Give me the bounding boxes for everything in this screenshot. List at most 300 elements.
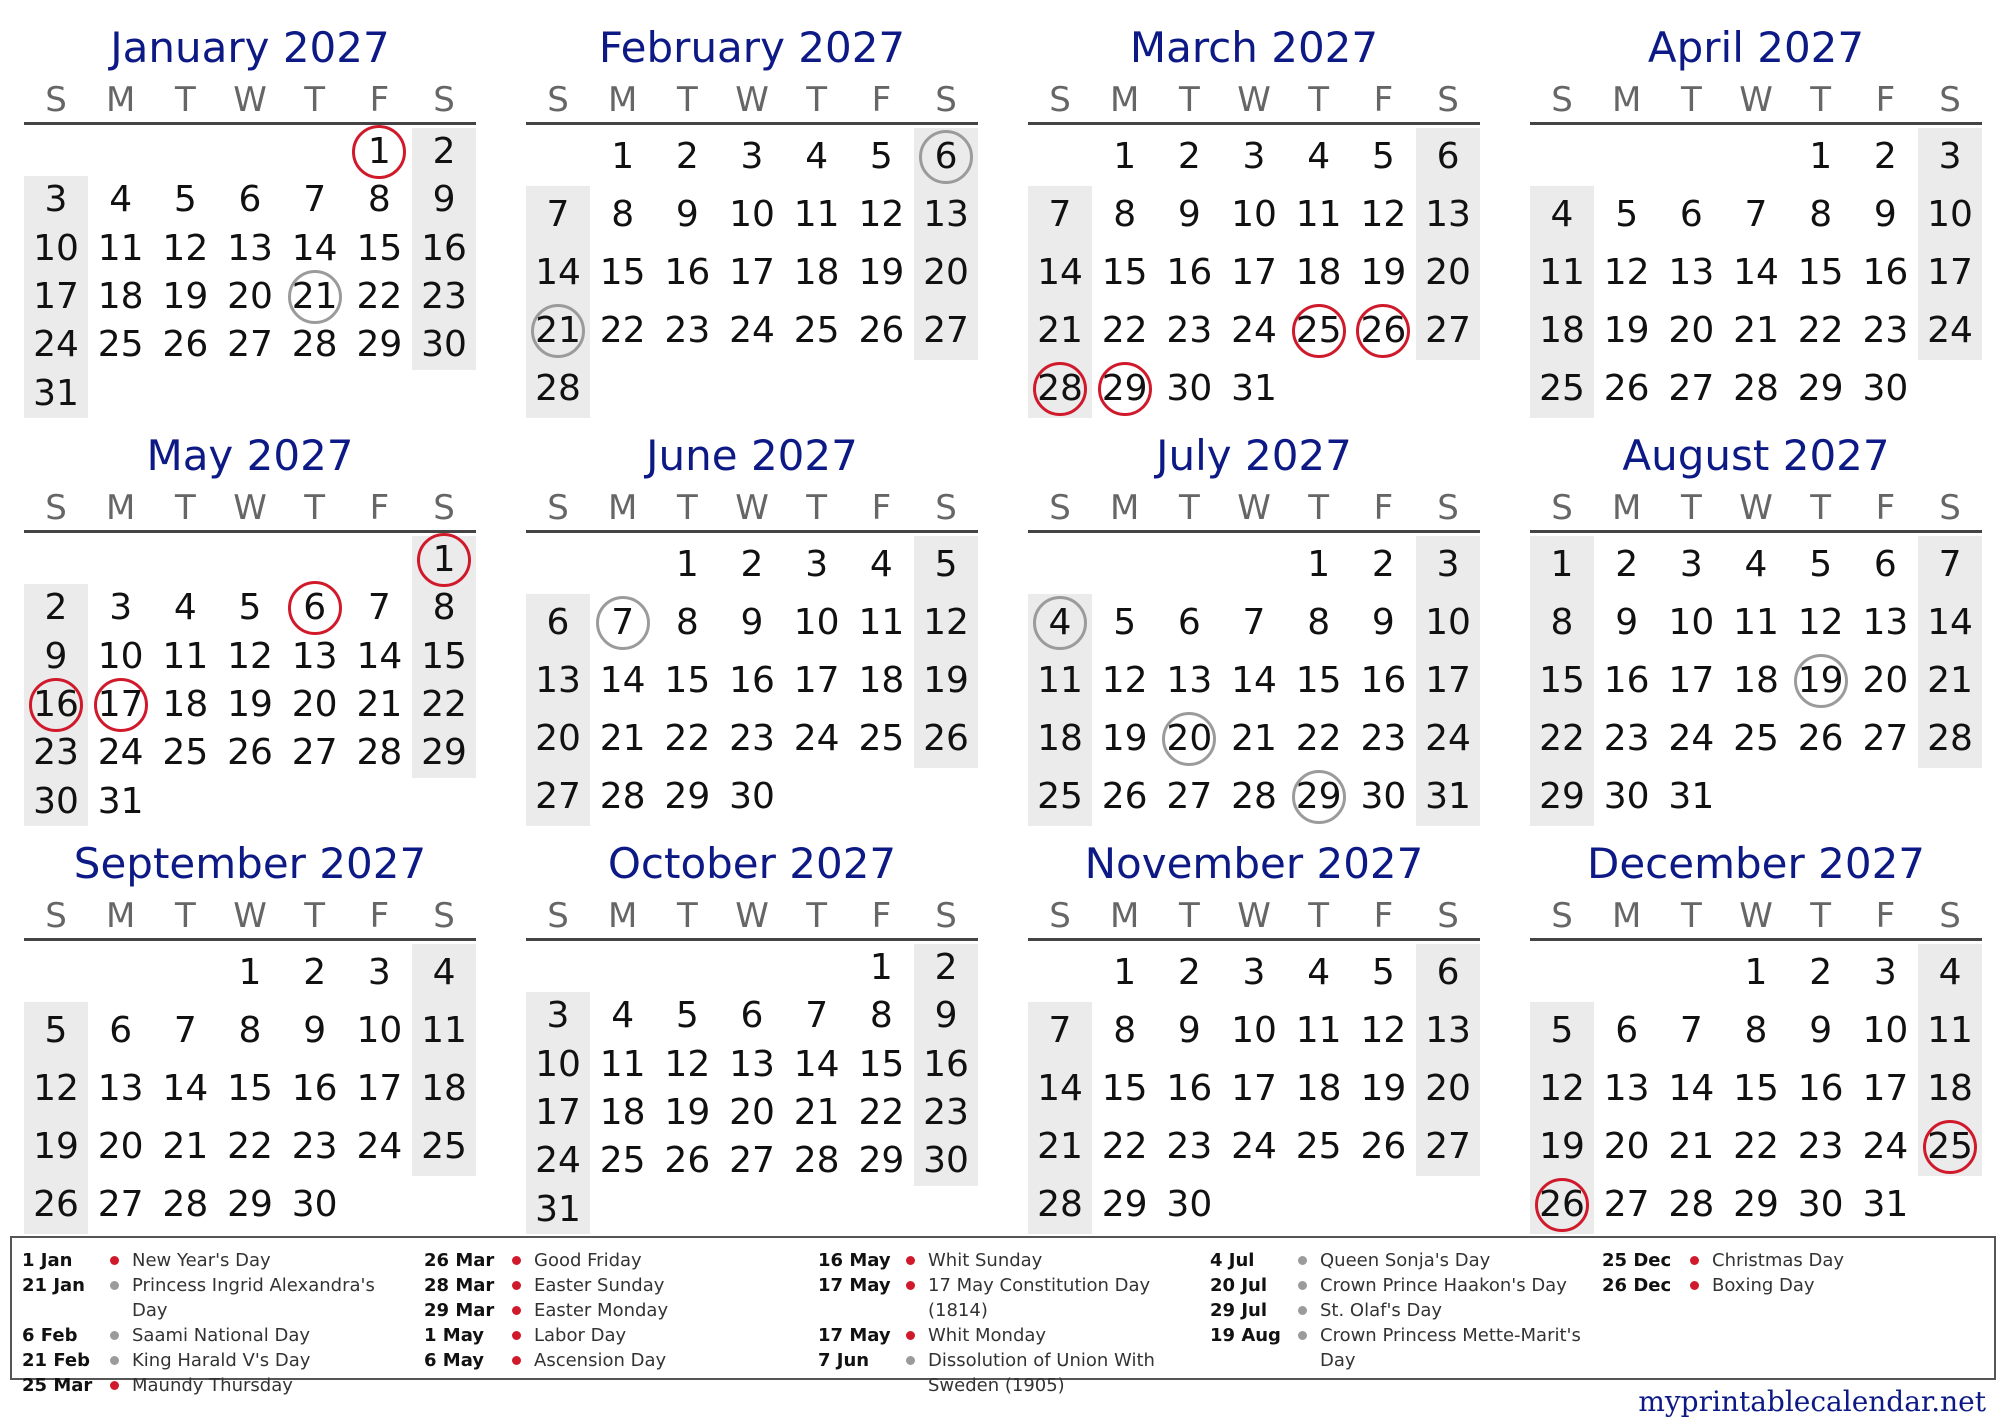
day-grid xyxy=(24,128,476,418)
day-cell: 29 xyxy=(1101,1184,1148,1225)
day-cell: 8 xyxy=(1744,1010,1768,1051)
weekday-header xyxy=(1028,78,1480,122)
day-cell: 18 xyxy=(1927,1068,1973,1109)
legend-date: 25 Mar xyxy=(22,1375,93,1396)
month-block xyxy=(526,426,978,826)
day-cell: 2 xyxy=(1809,952,1833,993)
header-divider xyxy=(1028,122,1480,125)
observance-dot-icon xyxy=(1298,1256,1307,1265)
day-cell: 24 xyxy=(1231,1126,1277,1167)
weekday-label: F xyxy=(1875,896,1896,936)
day-cell: 27 xyxy=(1862,718,1909,759)
day-cell: 25 xyxy=(421,1126,467,1167)
day-cell: 18 xyxy=(162,684,209,725)
day-cell: 19 xyxy=(227,684,273,725)
weekday-label: S xyxy=(1939,80,1961,120)
day-cell: 26 xyxy=(923,718,969,759)
day-cell: 17 xyxy=(1425,660,1471,701)
observance-dot-icon xyxy=(110,1356,119,1365)
day-cell: 24 xyxy=(1425,718,1471,759)
day-cell: 9 xyxy=(44,635,68,677)
legend-item xyxy=(424,1323,814,1348)
day-cell: 23 xyxy=(291,1126,338,1167)
day-cell: 12 xyxy=(858,194,905,235)
day-grid xyxy=(1028,944,1480,1234)
month-title: September 2027 xyxy=(73,839,427,888)
day-cell: 29 xyxy=(421,732,467,774)
day-cell: 16 xyxy=(729,660,775,701)
day-cell: 2 xyxy=(1873,136,1897,177)
day-cell: 4 xyxy=(432,952,456,993)
day-cell: 15 xyxy=(227,1068,273,1109)
legend-item xyxy=(22,1323,412,1348)
holiday-legend xyxy=(10,1236,1996,1396)
day-cell: 12 xyxy=(1603,252,1650,293)
day-cell: 3 xyxy=(367,952,391,993)
day-cell: 7 xyxy=(1048,194,1072,235)
weekday-label: T xyxy=(1308,80,1330,120)
weekday-label: S xyxy=(547,80,569,120)
day-cell: 20 xyxy=(97,1126,144,1167)
day-cell: 22 xyxy=(356,276,403,317)
day-cell: 2 xyxy=(44,587,68,629)
day-cell: 24 xyxy=(33,324,79,366)
day-cell: 2 xyxy=(1177,136,1201,177)
month-title: July 2027 xyxy=(1156,431,1352,480)
day-cell: 30 xyxy=(1797,1184,1844,1225)
day-cell: 29 xyxy=(1797,368,1844,409)
weekday-label: F xyxy=(369,80,390,120)
day-cell: 27 xyxy=(535,776,581,817)
header-divider xyxy=(526,122,978,125)
day-cell: 10 xyxy=(1668,602,1715,643)
weekday-label: T xyxy=(174,896,196,936)
day-cell: 16 xyxy=(664,252,711,293)
day-cell: 28 xyxy=(356,732,403,774)
day-cell: 20 xyxy=(291,684,338,725)
day-cell: 30 xyxy=(1862,368,1909,409)
month-block xyxy=(1530,426,1982,826)
day-cell: 23 xyxy=(1166,1126,1213,1167)
day-cell: 7 xyxy=(173,1010,197,1051)
day-cell: 30 xyxy=(421,324,467,366)
weekday-label: M xyxy=(607,488,638,528)
day-cell: 31 xyxy=(1425,776,1471,817)
legend-date: 19 Aug xyxy=(1210,1325,1281,1346)
weekday-header xyxy=(1028,486,1480,530)
day-cell: 10 xyxy=(793,602,840,643)
day-cell: 14 xyxy=(1037,1068,1083,1109)
day-cell: 10 xyxy=(1862,1010,1909,1051)
day-cell: 23 xyxy=(1797,1126,1844,1167)
day-cell: 3 xyxy=(805,544,829,585)
day-cell: 6 xyxy=(1177,602,1201,643)
holiday-dot-icon xyxy=(1690,1256,1699,1265)
site-watermark[interactable]: myprintablecalendar.net xyxy=(1638,1385,1986,1418)
legend-item xyxy=(1210,1273,1600,1298)
day-cell: 21 xyxy=(1037,1126,1083,1167)
day-cell: 24 xyxy=(535,1140,581,1182)
day-cell: 9 xyxy=(303,1010,327,1051)
weekday-label: S xyxy=(1049,488,1071,528)
day-cell: 2 xyxy=(303,952,327,993)
day-cell: 3 xyxy=(109,587,133,629)
day-cell: 14 xyxy=(599,660,646,701)
day-cell: 6 xyxy=(1615,1010,1639,1051)
weekday-header xyxy=(24,486,476,530)
day-cell: 12 xyxy=(1539,1068,1585,1109)
day-cell: 21 xyxy=(1668,1126,1715,1167)
legend-item xyxy=(22,1248,412,1273)
day-cell: 2 xyxy=(1615,544,1639,585)
legend-item xyxy=(424,1298,814,1323)
day-cell: 8 xyxy=(675,602,699,643)
header-divider xyxy=(24,122,476,125)
day-grid xyxy=(526,536,978,826)
day-cell: 2 xyxy=(675,136,699,177)
day-cell: 15 xyxy=(421,635,467,677)
weekday-label: S xyxy=(1939,488,1961,528)
day-cell: 19 xyxy=(664,1092,711,1133)
day-cell: 12 xyxy=(33,1068,79,1109)
day-cell: 26 xyxy=(1360,1126,1407,1167)
legend-column xyxy=(818,1248,1208,1398)
day-cell: 12 xyxy=(162,227,209,269)
day-cell: 13 xyxy=(1425,194,1471,235)
day-cell: 5 xyxy=(1809,544,1833,585)
day-cell: 24 xyxy=(729,310,775,351)
day-cell: 1 xyxy=(238,952,262,993)
day-cell: 10 xyxy=(729,194,775,235)
day-cell: 28 xyxy=(162,1184,209,1225)
day-cell: 15 xyxy=(1733,1068,1779,1109)
day-cell: 1 xyxy=(1550,544,1574,585)
day-cell: 21 xyxy=(356,684,403,725)
legend-item xyxy=(1602,1273,1992,1298)
day-cell: 19 xyxy=(923,660,969,701)
month-title: May 2027 xyxy=(146,431,354,480)
day-cell: 3 xyxy=(1242,136,1266,177)
legend-column xyxy=(1210,1248,1600,1373)
observance-dot-icon xyxy=(110,1331,119,1340)
weekday-header xyxy=(1028,894,1480,938)
day-cell: 25 xyxy=(1733,718,1779,759)
holiday-day-cell: 26 xyxy=(1351,302,1415,360)
observance-dot-icon xyxy=(1298,1331,1307,1340)
weekday-header xyxy=(1530,894,1982,938)
day-cell: 14 xyxy=(1733,252,1779,293)
weekday-header xyxy=(526,78,978,122)
day-cell: 16 xyxy=(1603,660,1650,701)
day-grid xyxy=(526,944,978,1234)
weekday-label: T xyxy=(1178,896,1200,936)
day-grid xyxy=(1530,944,1982,1234)
legend-date: 6 Feb xyxy=(22,1325,78,1346)
day-cell: 21 xyxy=(162,1126,209,1167)
day-grid xyxy=(1028,536,1480,826)
weekday-label: M xyxy=(1611,488,1642,528)
observance-dot-icon xyxy=(906,1356,915,1365)
legend-holiday-name: New Year's Day xyxy=(132,1250,271,1271)
day-cell: 11 xyxy=(793,194,840,235)
day-cell: 14 xyxy=(1668,1068,1715,1109)
weekday-label: S xyxy=(45,896,67,936)
legend-date: 17 May xyxy=(818,1325,891,1346)
day-cell: 20 xyxy=(1425,252,1471,293)
day-cell: 1 xyxy=(675,544,699,585)
day-cell: 16 xyxy=(421,227,467,269)
day-cell: 11 xyxy=(1295,194,1342,235)
day-cell: 26 xyxy=(1797,718,1844,759)
day-cell: 5 xyxy=(1550,1010,1574,1051)
month-block xyxy=(1028,18,1480,418)
legend-item xyxy=(818,1348,1208,1398)
day-cell: 17 xyxy=(793,660,840,701)
weekday-label: T xyxy=(174,80,196,120)
day-cell: 13 xyxy=(729,1043,775,1085)
header-divider xyxy=(1530,530,1982,533)
day-cell: 2 xyxy=(934,947,958,988)
day-cell: 27 xyxy=(1166,776,1213,817)
weekday-label: F xyxy=(369,896,390,936)
holiday-dot-icon xyxy=(512,1356,521,1365)
day-cell: 16 xyxy=(1166,252,1213,293)
day-cell: 21 xyxy=(1231,718,1277,759)
day-cell: 16 xyxy=(1166,1068,1213,1109)
day-grid xyxy=(1530,128,1982,418)
day-cell: 5 xyxy=(44,1010,68,1051)
day-cell: 6 xyxy=(1873,544,1897,585)
day-cell: 5 xyxy=(238,587,262,629)
header-divider xyxy=(1530,122,1982,125)
observance-day-cell: 4 xyxy=(1028,594,1092,652)
day-cell: 15 xyxy=(1797,252,1844,293)
day-cell: 4 xyxy=(109,179,133,221)
weekday-label: S xyxy=(935,488,957,528)
day-cell: 13 xyxy=(1603,1068,1650,1109)
day-cell: 11 xyxy=(1539,252,1585,293)
observance-day-cell: 6 xyxy=(914,128,978,186)
weekday-label: S xyxy=(1551,80,1573,120)
holiday-day-cell: 26 xyxy=(1530,1176,1594,1234)
holiday-day-cell: 28 xyxy=(1028,360,1092,418)
day-cell: 28 xyxy=(291,324,338,366)
day-cell: 17 xyxy=(1862,1068,1909,1109)
header-divider xyxy=(24,938,476,941)
weekday-label: F xyxy=(1373,488,1394,528)
legend-item xyxy=(818,1273,1208,1323)
legend-item xyxy=(1210,1323,1600,1373)
day-cell: 5 xyxy=(1371,136,1395,177)
day-cell: 18 xyxy=(1295,252,1342,293)
holiday-dot-icon xyxy=(906,1281,915,1290)
day-cell: 28 xyxy=(1927,718,1973,759)
day-cell: 15 xyxy=(858,1043,905,1085)
holiday-dot-icon xyxy=(512,1331,521,1340)
weekday-label: F xyxy=(871,80,892,120)
day-cell: 2 xyxy=(1371,544,1395,585)
weekday-label: T xyxy=(1810,896,1832,936)
day-cell: 6 xyxy=(1679,194,1703,235)
weekday-label: T xyxy=(1680,488,1702,528)
day-cell: 23 xyxy=(421,276,467,317)
weekday-label: S xyxy=(433,896,455,936)
day-cell: 5 xyxy=(1113,602,1137,643)
weekday-label: T xyxy=(174,488,196,528)
day-cell: 18 xyxy=(97,276,144,317)
legend-item xyxy=(424,1273,814,1298)
day-cell: 19 xyxy=(1539,1126,1585,1167)
day-cell: 21 xyxy=(599,718,646,759)
holiday-dot-icon xyxy=(1690,1281,1699,1290)
day-cell: 3 xyxy=(1938,136,1962,177)
day-grid xyxy=(526,128,978,418)
day-cell: 25 xyxy=(1295,1126,1342,1167)
day-cell: 23 xyxy=(1166,310,1213,351)
holiday-day-cell: 17 xyxy=(89,681,153,729)
legend-holiday-name: Saami National Day xyxy=(132,1325,311,1346)
holiday-day-cell: 1 xyxy=(412,536,476,584)
day-cell: 14 xyxy=(793,1043,840,1085)
day-cell: 21 xyxy=(1733,310,1779,351)
weekday-label: S xyxy=(547,896,569,936)
day-cell: 29 xyxy=(664,776,711,817)
month-title: October 2027 xyxy=(607,839,897,888)
legend-item xyxy=(22,1348,412,1373)
holiday-day-cell: 25 xyxy=(1918,1118,1982,1176)
day-cell: 10 xyxy=(356,1010,403,1051)
day-cell: 23 xyxy=(1862,310,1909,351)
day-cell: 23 xyxy=(664,310,711,351)
day-cell: 9 xyxy=(1177,1010,1201,1051)
day-cell: 28 xyxy=(1668,1184,1715,1225)
day-cell: 8 xyxy=(1307,602,1331,643)
day-cell: 13 xyxy=(1862,602,1909,643)
month-block xyxy=(1028,426,1480,826)
month-title: November 2027 xyxy=(1084,839,1424,888)
day-cell: 28 xyxy=(599,776,646,817)
day-cell: 1 xyxy=(1809,136,1833,177)
weekday-label: F xyxy=(1875,80,1896,120)
weekday-header xyxy=(24,78,476,122)
day-cell: 31 xyxy=(1668,776,1715,817)
weekday-label: W xyxy=(735,896,769,936)
weekday-label: S xyxy=(1551,896,1573,936)
day-cell: 13 xyxy=(1668,252,1715,293)
day-cell: 24 xyxy=(97,732,144,774)
day-cell: 1 xyxy=(1113,136,1137,177)
day-cell: 17 xyxy=(535,1092,581,1133)
legend-date: 20 Jul xyxy=(1210,1275,1267,1296)
day-cell: 27 xyxy=(97,1184,144,1225)
day-cell: 12 xyxy=(1360,194,1407,235)
day-cell: 10 xyxy=(1425,602,1471,643)
day-cell: 30 xyxy=(1166,1184,1213,1225)
legend-date: 7 Jun xyxy=(818,1350,870,1371)
day-cell: 30 xyxy=(1603,776,1650,817)
day-cell: 18 xyxy=(858,660,905,701)
day-cell: 16 xyxy=(1360,660,1407,701)
day-cell: 6 xyxy=(1436,136,1460,177)
day-cell: 7 xyxy=(546,194,570,235)
day-cell: 22 xyxy=(858,1092,905,1133)
day-cell: 7 xyxy=(805,995,829,1037)
day-cell: 9 xyxy=(432,179,456,221)
legend-date: 6 May xyxy=(424,1350,485,1371)
month-block xyxy=(1530,834,1982,1234)
day-cell: 6 xyxy=(546,602,570,643)
legend-column xyxy=(22,1248,412,1398)
weekday-label: M xyxy=(1109,80,1140,120)
observance-day-cell: 21 xyxy=(526,302,590,360)
day-cell: 28 xyxy=(1733,368,1779,409)
holiday-day-cell: 6 xyxy=(283,584,347,632)
legend-item xyxy=(22,1273,412,1323)
day-cell: 13 xyxy=(227,227,273,269)
day-cell: 31 xyxy=(33,372,79,414)
day-cell: 25 xyxy=(599,1140,646,1182)
weekday-label: M xyxy=(1611,80,1642,120)
day-cell: 4 xyxy=(1938,952,1962,993)
legend-item xyxy=(818,1323,1208,1348)
day-cell: 3 xyxy=(1242,952,1266,993)
weekday-label: T xyxy=(1178,488,1200,528)
day-cell: 11 xyxy=(1295,1010,1342,1051)
header-divider xyxy=(24,530,476,533)
day-cell: 18 xyxy=(599,1092,646,1133)
day-cell: 25 xyxy=(793,310,840,351)
day-cell: 1 xyxy=(1113,952,1137,993)
month-title: January 2027 xyxy=(110,23,390,72)
day-cell: 24 xyxy=(793,718,840,759)
day-cell: 19 xyxy=(1360,1068,1407,1109)
day-cell: 10 xyxy=(1231,194,1277,235)
legend-item xyxy=(424,1248,814,1273)
day-cell: 13 xyxy=(291,635,338,677)
month-title: April 2027 xyxy=(1647,23,1865,72)
legend-holiday-name: St. Olaf's Day xyxy=(1320,1300,1443,1321)
day-cell: 3 xyxy=(740,136,764,177)
day-cell: 4 xyxy=(869,544,893,585)
day-cell: 3 xyxy=(1679,544,1703,585)
day-cell: 14 xyxy=(1927,602,1973,643)
day-cell: 23 xyxy=(729,718,775,759)
weekday-label: T xyxy=(806,488,828,528)
legend-column xyxy=(1602,1248,1992,1298)
legend-holiday-name: Crown Prince Haakon's Day xyxy=(1320,1275,1567,1296)
observance-day-cell: 7 xyxy=(591,594,655,652)
day-cell: 18 xyxy=(1037,718,1083,759)
day-cell: 4 xyxy=(1307,952,1331,993)
day-cell: 29 xyxy=(227,1184,273,1225)
month-block xyxy=(1530,18,1982,418)
day-cell: 25 xyxy=(97,324,144,366)
day-cell: 15 xyxy=(1101,252,1148,293)
weekday-label: M xyxy=(1611,896,1642,936)
day-cell: 22 xyxy=(1797,310,1844,351)
day-cell: 17 xyxy=(729,252,775,293)
day-cell: 11 xyxy=(1733,602,1779,643)
observance-dot-icon xyxy=(110,1281,119,1290)
weekday-header xyxy=(24,894,476,938)
day-cell: 28 xyxy=(793,1140,840,1182)
day-cell: 9 xyxy=(1177,194,1201,235)
day-cell: 14 xyxy=(1037,252,1083,293)
day-cell: 18 xyxy=(421,1068,467,1109)
weekday-label: F xyxy=(1875,488,1896,528)
day-cell: 16 xyxy=(1797,1068,1844,1109)
day-cell: 4 xyxy=(1307,136,1331,177)
